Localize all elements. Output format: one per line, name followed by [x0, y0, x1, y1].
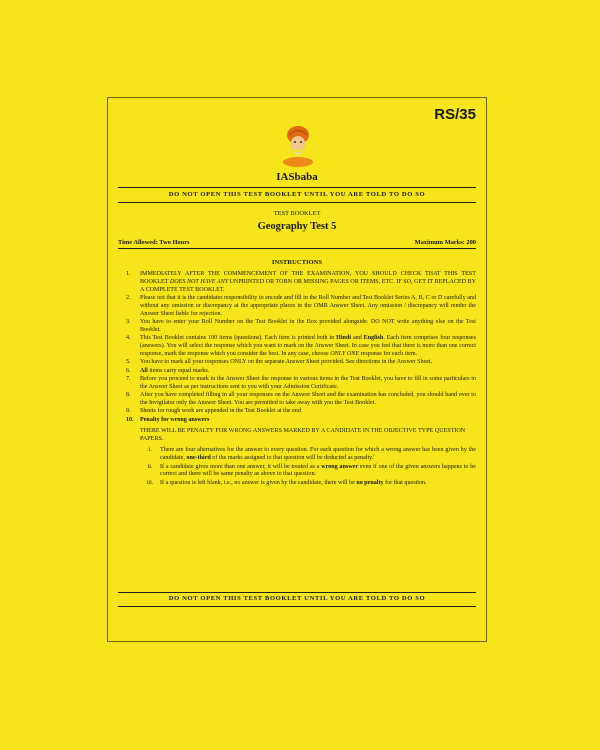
instruction-item: 4. This Test Booklet contains 100 items (questions). Each item is printed both in Hindi and English. Each item comprises four responses (answers). You will select the response which you want to mark on the Answer Sheet. In case you feel that there is more than one correct response, mark the response which you consider the best. In any case, choose ONLY ONE response for each item. [126, 335, 476, 357]
instructions-heading: INSTRUCTIONS [271, 259, 323, 266]
maximum-marks: Maximum Marks: 200 [414, 239, 476, 246]
instruction-item: 8. After you have completed filling in all your responses on the Answer Sheet and the examination has concluded, you should hand over to the Invigilator only the Answer Sheet. You are permitted to take away with you the Test Booklet. [126, 392, 476, 406]
test-booklet-cover [107, 97, 487, 642]
divider [118, 592, 476, 593]
instruction-item: 1. IMMEDIATELY AFTER THE COMMENCEMENT OF THE EXAMINATION, YOU SHOULD CHECK THAT THIS TEST BOOKLET DOES NOT HAVE ANY UNPRINTED OR TORN OR MISSING PAGES OR ITEMS, ETC. IF SO, GET IT REPLACED BY A COMPLETE TEST BOOKLET. [126, 271, 476, 293]
divider [118, 248, 476, 249]
instruction-item: 2. Please not that it is the candidates responsibility to encode and fill in the Roll Number and Test Booklet Series A, B, C or D carefully and without any omission or discrepancy at the appropriate places in the OMR Answer Sheet. Any omission / discrepancy will render the Answer Sheet liable for rejection. [126, 294, 476, 317]
sage-mascot-icon [278, 123, 318, 167]
penalty-subitem: ii. If a candidate gives more than one answer, it will be treated as a wrong answer even if one of the given answers happens to be correct and there will be same penalty as above to that question. [147, 463, 476, 478]
top-warning: DO NOT OPEN THIS TEST BOOKLET UNTIL YOU ARE TOLD TO DO SO [168, 191, 426, 198]
bottom-warning: DO NOT OPEN THIS TEST BOOKLET UNTIL YOU ARE TOLD TO DO SO [168, 595, 426, 602]
test-title: Geography Test 5 [257, 221, 337, 232]
penalty-subitem: i. There are four alternatives for the answer to every question. For each question for which a wrong answer has been given by the candidate, one-third of the marks assigned to that question will be deducted as penalty.' [148, 447, 476, 461]
booklet-label: TEST BOOKLET [273, 210, 321, 217]
divider [118, 202, 476, 203]
instruction-item: 9. Sheets for rough work are appended in the Test Booklet at the end [126, 408, 301, 415]
exam-meta [118, 239, 476, 246]
penalty-subitem: iii. If a question is left blank, i.e., no answer is given by the candidate, there will be no penalty for that question. [146, 480, 427, 487]
brand-name: IASbaba [276, 171, 318, 183]
instruction-item: 6. All items carry equal marks. [126, 367, 210, 374]
series-code: RS/35 [434, 106, 476, 123]
instruction-item: 10. Penalty for wrong answers [126, 416, 210, 423]
instruction-item: 3. You have to enter your Roll Number on the Test Booklet in the Box provided alongside. DO NOT write anything else on the Test Booklet. [126, 318, 476, 333]
time-allowed: Time Allowed: Two Hours [118, 239, 190, 246]
penalty-paragraph: THERE WILL BE PENALTY FOR WRONG ANSWERS MARKED BY A CANDIDATE IN THE OBJECTIVE TYPE QUESTION PAPERS. [140, 428, 466, 443]
instruction-item: 5. You have to mark all your responses ONLY on the separate Answer Sheet provided. See directions in the Answer Sheet. [126, 359, 433, 366]
instructions-list [126, 271, 476, 488]
divider [118, 606, 476, 607]
instruction-item: 7. Before you proceed to mark in the Answer Sheet the response to various items in the Test Booklet, you have to fill in some particulars in the Answer Sheet as per instructions sent to you with your Admission Certificate. [126, 375, 476, 390]
divider [118, 187, 476, 188]
